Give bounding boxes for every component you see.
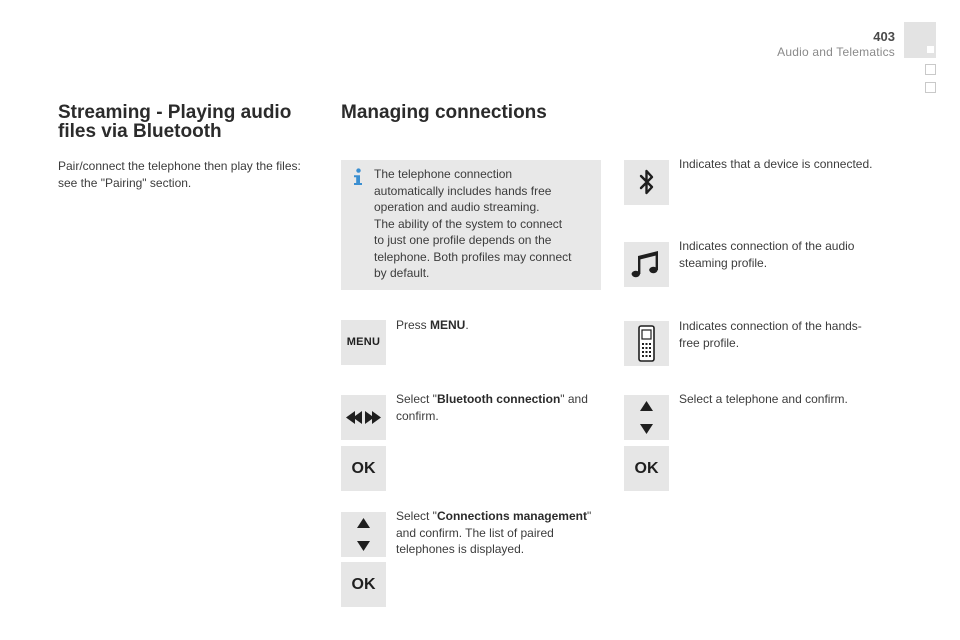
up-down-arrows-icon <box>341 512 386 557</box>
streaming-title-line: Streaming - Playing audio <box>58 102 292 123</box>
page-number: 403 <box>873 29 895 44</box>
note-line: by default. <box>374 266 430 280</box>
step-text-bold: Connections management <box>436 509 587 523</box>
indicator-text: free profile. <box>679 335 740 350</box>
ok-button-icon <box>341 446 386 491</box>
streaming-text-line: see the "Pairing" section. <box>58 175 192 190</box>
left-right-arrows-icon <box>341 395 386 440</box>
indicator-text: Indicates connection of the hands- <box>679 319 862 333</box>
ok-button-icon <box>624 446 669 491</box>
step-select-bluetooth <box>396 391 606 424</box>
streaming-title-line: files via Bluetooth <box>58 121 222 142</box>
streaming-text-line: Pair/connect the telephone then play the files: <box>58 159 301 173</box>
step-text-bold: Bluetooth connection <box>436 392 561 406</box>
indicator-text: steaming profile. <box>679 255 768 270</box>
step-text: . <box>465 318 469 332</box>
note-line: The telephone connection <box>374 167 513 181</box>
ok-button-label: OK <box>634 460 659 477</box>
bluetooth-icon <box>624 160 669 205</box>
step-text: and confirm. The list of paired <box>396 525 554 540</box>
streaming-text <box>58 158 328 191</box>
chapter-tab-marker <box>927 46 934 53</box>
step-text: Select " <box>396 509 437 523</box>
note-line: to just one profile depends on the <box>374 233 552 247</box>
menu-button-icon <box>341 320 386 365</box>
indicator-text: Indicates connection of the audio <box>679 239 855 253</box>
managing-title: Managing connections <box>341 102 547 123</box>
chapter-tab-empty <box>925 82 936 93</box>
step-text-bold: MENU <box>430 318 466 332</box>
step-text: confirm. <box>396 408 439 423</box>
up-down-arrows-icon <box>624 395 669 440</box>
indicator-handsfree <box>679 318 894 351</box>
menu-button-label: MENU <box>346 336 381 348</box>
step-text: " and <box>560 392 588 406</box>
step-select-connections <box>396 508 611 558</box>
indicator-bluetooth: Indicates that a device is connected. <box>679 157 873 171</box>
ok-button-label: OK <box>351 576 376 593</box>
step-text: Select " <box>396 392 437 406</box>
note-line: automatically includes hands free <box>374 183 552 198</box>
step-text: " <box>586 509 592 523</box>
indicator-audio <box>679 238 894 271</box>
note-line: operation and audio streaming. <box>374 200 540 214</box>
chapter-tab-empty <box>925 64 936 75</box>
step-text: Press <box>396 318 431 332</box>
note-line: The ability of the system to connect <box>374 216 563 231</box>
streaming-title <box>58 103 328 141</box>
indicator-select-phone: Select a telephone and confirm. <box>679 392 848 406</box>
ok-button-icon <box>341 562 386 607</box>
info-icon <box>350 168 366 186</box>
section-label: Audio and Telematics <box>777 45 895 59</box>
note-line: telephone. Both profiles may connect <box>374 249 572 264</box>
ok-button-label: OK <box>351 460 376 477</box>
music-note-icon <box>624 242 669 287</box>
step-press-menu <box>396 317 606 334</box>
step-text: telephones is displayed. <box>396 542 525 556</box>
phone-icon <box>624 321 669 366</box>
info-note-text <box>374 166 594 282</box>
